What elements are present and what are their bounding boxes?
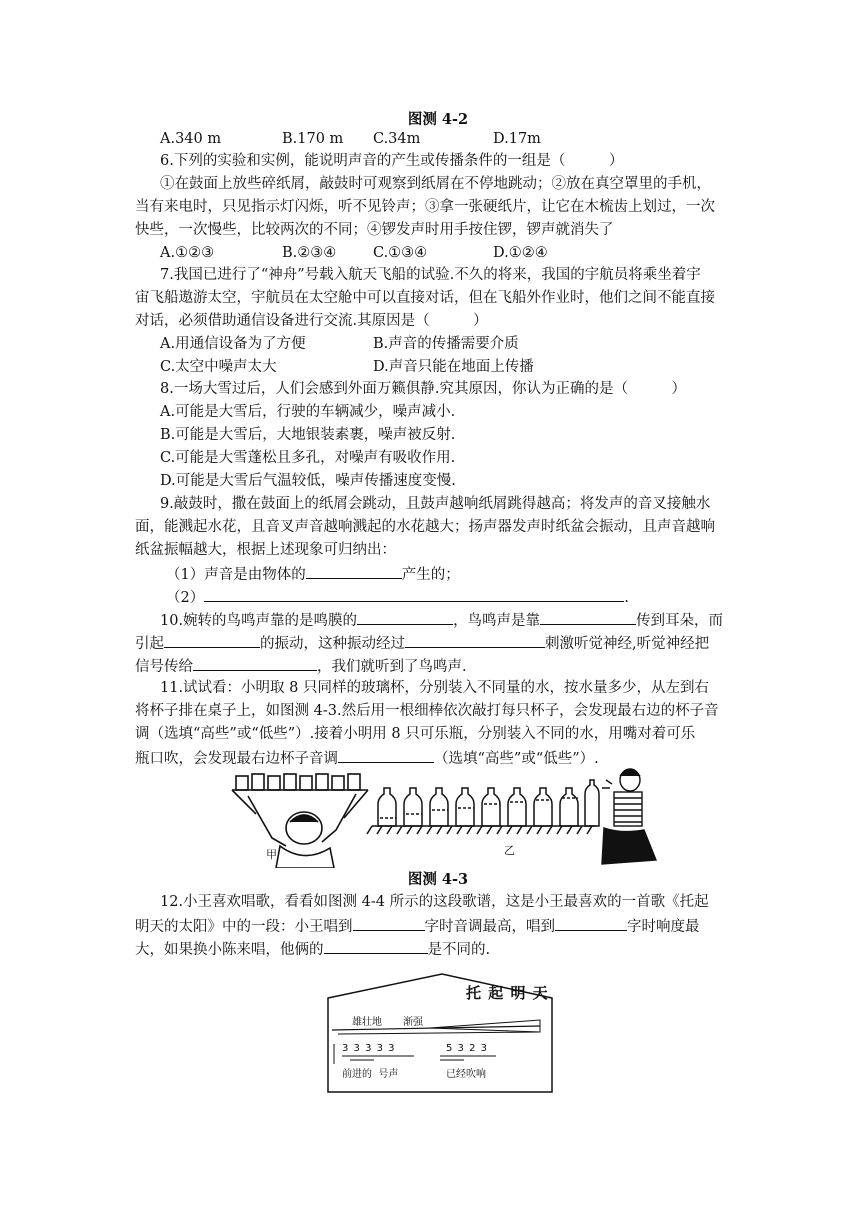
- q9-stem-2: 面，能溅起水花，且音叉声音越响溅起的水花越大；扬声器发声时纸盆会振动，且声音越响: [135, 519, 715, 535]
- q7-stem-2: 宙飞船遨游太空，宇航员在太空舱中可以直接对话，但在飞船外作业时，他们之间不能直接: [135, 290, 715, 306]
- q5-option-a: A.340 m: [160, 131, 222, 147]
- q12-blank-3[interactable]: [324, 937, 428, 954]
- q8-option-d: D.可能是大雪后气温较低，噪声传播速度变慢.: [160, 473, 456, 489]
- q9-stem-1: 9.敲鼓时，撒在鼓面上的纸屑会跳动，且鼓声越响纸屑跳得越高；将发声的音叉接触水: [160, 496, 711, 512]
- figure-4-3-label-a: 甲: [266, 848, 277, 861]
- figure-4-3-kneeling-boy: [602, 769, 656, 864]
- q6-body-1: ①在鼓面上放些碎纸屑，敲鼓时可观察到纸屑在不停地跳动；②放在真空罩里的手机，: [160, 176, 711, 192]
- q12-line-1: 12.小王喜欢唱歌，看看如图测 4-4 所示的这段歌谱，这是小王最喜欢的一首歌《托起: [160, 894, 709, 910]
- q7-stem-3: 对话，必须借助通信设备进行交流.其原因是（ ）: [135, 313, 488, 329]
- q10-blank-5[interactable]: [193, 654, 317, 671]
- score-dynamics-a: 雄壮地: [352, 1017, 382, 1028]
- q10-line-1: 10.婉转的鸟鸣声靠的是鸣膜的 ，鸟鸣声是靠 传到耳朵，而: [160, 608, 750, 632]
- q8-option-c: C.可能是大雪蓬松且多孔，对噪声有吸收作用.: [160, 450, 456, 466]
- q8-option-a: A.可能是大雪后，行驶的车辆减少，噪声减小.: [160, 404, 456, 420]
- q11-line-2: 将杯子排在桌子上，如图测 4-3.然后用一根细棒依次敲打每只杯子，会发现最右边的杯子音: [135, 703, 719, 719]
- q11-line-3: 调（选填“高些”或“低些”）.接着小明用 8 只可乐瓶，分别装入不同的水，用嘴对着可乐: [135, 726, 696, 742]
- q7-option-c: C.太空中噪声太大: [160, 359, 277, 375]
- q7-option-b: B.声音的传播需要介质: [373, 336, 519, 352]
- figure-4-3-bottles: [367, 780, 599, 834]
- score-dynamics-b: 渐强: [403, 1017, 423, 1028]
- score-title: 托 起 明 天: [466, 984, 549, 1002]
- q8-stem: 8.一场大雪过后，人们会感到外面万籁俱静.究其原因，你认为正确的是（ ）: [160, 381, 686, 397]
- score-notes-a: 3 3 3 3 3: [342, 1043, 396, 1054]
- q9-part-2: （2） .: [166, 585, 756, 609]
- figure-4-3-label-b: 乙: [504, 844, 515, 857]
- q12-line-2: 明天的太阳》中的一段：小王唱到 字时音调最高，唱到 字时响度最: [135, 914, 725, 938]
- q10-line-2: 引起 的振动，这种振动经过 刺激听觉神经,听觉神经把: [135, 631, 725, 655]
- q6-body-2: 当有来电时，只见指示灯闪烁，听不见铃声；③拿一张硬纸片，让它在木梳齿上划过，一次: [135, 199, 715, 215]
- q10-line-3: 信号传给 ，我们就听到了鸟鸣声.: [135, 654, 725, 678]
- q6-option-d: D.①②④: [493, 245, 548, 261]
- q6-stem: 6.下列的实验和实例，能说明声音的产生或传播条件的一组是（ ）: [160, 153, 624, 169]
- q5-option-c: C.34m: [373, 131, 421, 147]
- q5-option-b: B.170 m: [282, 131, 344, 147]
- q10-blank-4[interactable]: [405, 631, 545, 648]
- q10-blank-3[interactable]: [164, 631, 260, 648]
- q6-option-a: A.①②③: [160, 245, 215, 261]
- q6-option-b: B.②③④: [282, 245, 337, 261]
- figure-4-2-caption: 图测 4-2: [407, 111, 469, 128]
- q9-blank-2[interactable]: [204, 585, 624, 602]
- q6-body-3: 快些，一次慢些，比较两次的不同；④锣发声时用手按住锣，锣声就消失了: [135, 222, 614, 238]
- figure-4-3: [226, 768, 666, 868]
- q7-stem-1: 7.我国已进行了“神舟”号载入航天飞船的试验.不久的将来，我国的宇航员将乘坐着宇: [160, 267, 701, 283]
- q6-option-c: C.①③④: [373, 245, 428, 261]
- q12-blank-1[interactable]: [353, 914, 425, 931]
- q11-line-1: 11.试试看：小明取 8 只同样的玻璃杯，分别装入不同量的水，按水量多少，从左到右: [160, 680, 710, 696]
- q9-stem-3: 纸盆振幅越大，根据上述现象可归纳出：: [135, 542, 396, 558]
- q7-option-a: A.用通信设备为了方便: [160, 336, 306, 352]
- score-lyrics-a: 前进的 号声: [342, 1069, 399, 1080]
- q9-blank-1[interactable]: [306, 562, 402, 579]
- q5-option-d: D.17m: [493, 131, 541, 147]
- q9-part-1: （1）声音是由物体的 产生的；: [166, 562, 756, 586]
- q12-line-3: 大，如果换小陈来唱，他俩的 是不同的.: [135, 937, 725, 961]
- q7-option-d: D.声音只能在地面上传播: [373, 359, 534, 375]
- score-lyrics-b: 已经吹响: [446, 1069, 486, 1080]
- q10-blank-2[interactable]: [540, 608, 636, 625]
- figure-4-3-person-with-cups: [232, 774, 368, 868]
- score-notes-b: 5 3 2 3: [446, 1043, 488, 1054]
- q8-option-b: B.可能是大雪后，大地银装素裹，噪声被反射.: [160, 427, 456, 443]
- q11-line-4: 瓶口吹，会发现最右边杯子音调 （选填“高些”或“低些”）.: [135, 746, 725, 770]
- q10-blank-1[interactable]: [357, 608, 453, 625]
- q12-blank-2[interactable]: [555, 914, 627, 931]
- figure-4-3-caption: 图测 4-3: [407, 871, 469, 888]
- q11-blank-1[interactable]: [338, 746, 434, 763]
